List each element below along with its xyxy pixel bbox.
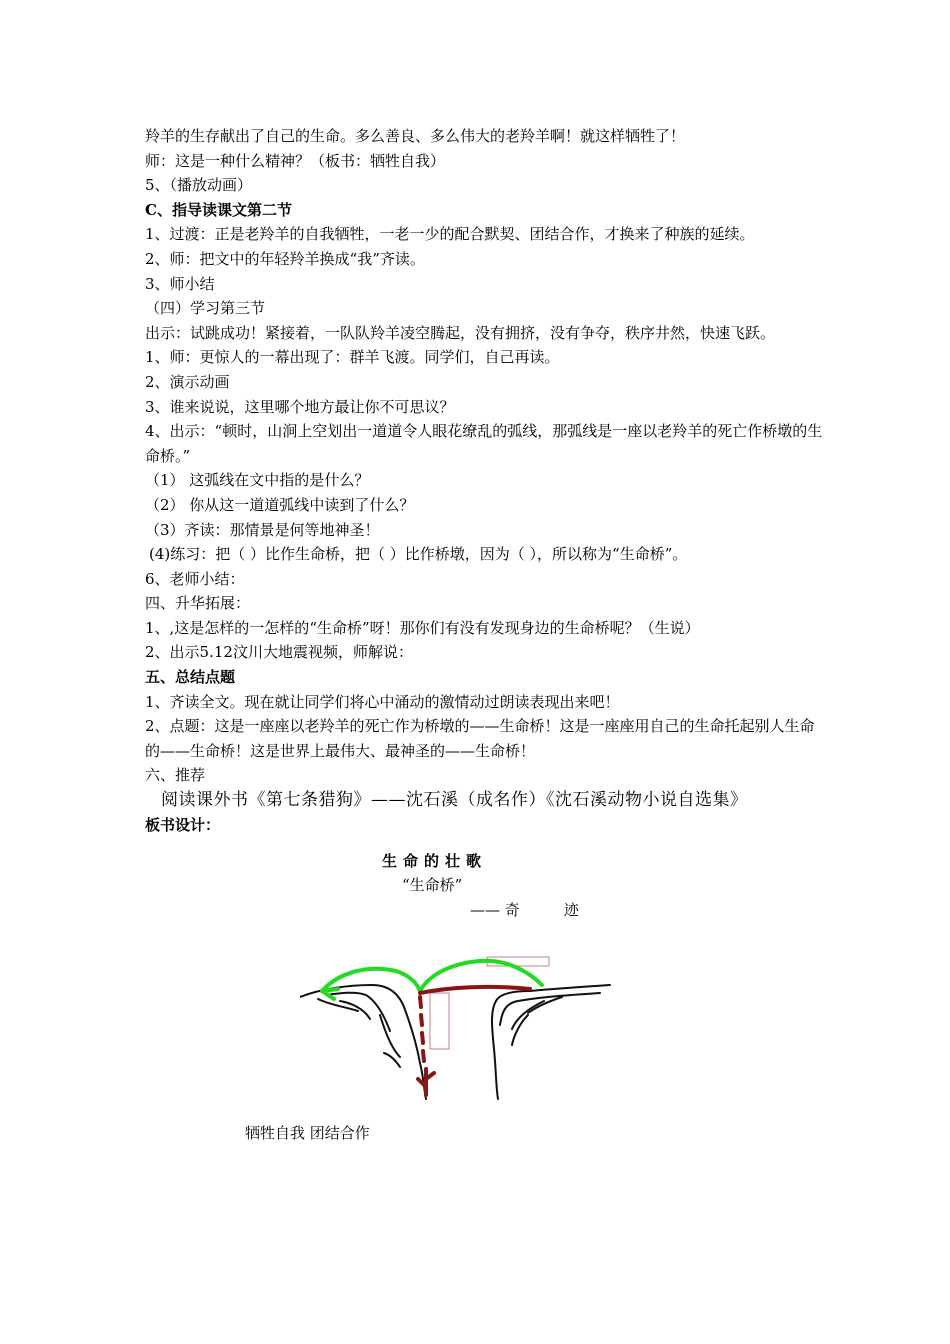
lesson-body xyxy=(145,124,825,837)
board-title: 生命的壮歌 xyxy=(382,852,488,870)
board-miracle xyxy=(470,899,579,920)
board-subtitle: “生命桥” xyxy=(402,876,463,894)
label-box-side xyxy=(430,993,449,1049)
section-heading: 六、推荐 xyxy=(145,766,206,785)
text-line: 3、谁来说说，这里哪个地方最让你不可思议？ xyxy=(145,397,455,416)
text-paragraph: 2、点题：这是一座座以老羚羊的死亡作为桥墩的——生命桥！这是一座座用自己的生命托起别人生命的——生命桥！这是世界上最伟大、最神圣的——生命桥！ xyxy=(145,717,815,760)
recommend-line: 阅读课外书《第七条猎狗》——沈石溪（成名作）《沈石溪动物小说自选集》 xyxy=(161,790,748,811)
text-line: 2、师：把文中的年轻羚羊换成“我”齐读。 xyxy=(145,249,425,268)
text-line: 5、（播放动画） xyxy=(145,176,253,195)
text-line: 1、齐读全文。现在就让同学们将心中涌动的激情动过朗读表现出来吧！ xyxy=(145,692,620,711)
right-cliff xyxy=(492,985,610,1099)
text-line: （2） 你从这一道道弧线中读到了什么？ xyxy=(145,495,415,514)
section-heading: C、指导读课文第二节 xyxy=(145,200,292,219)
text-line: 出示：试跳成功！紧接着，一队队羚羊凌空腾起，没有拥挤，没有争夺，秩序井然，快速飞跃。 xyxy=(145,323,776,342)
text-line: 1、,这是怎样的一怎样的“生命桥”呀！那你们有没有发现身边的生命桥呢？（生说） xyxy=(145,618,700,637)
text-line: （1） 这弧线在文中指的是什么？ xyxy=(145,471,370,490)
board-design-heading: 板书设计： xyxy=(145,815,221,834)
text-paragraph: 4、出示：“顿时，山涧上空划出一道道令人眼花缭乱的弧线，那弧线是一座以老羚羊的死亡作桥墩的生命桥。” xyxy=(145,422,823,465)
life-bridge-drawing xyxy=(300,945,620,1105)
text-line: 2、演示动画 xyxy=(145,372,230,391)
section-heading: （四）学习第三节 xyxy=(145,299,266,318)
text-line: 1、过渡：正是老羚羊的自我牺牲，一老一少的配合默契、团结合作，才换来了种族的延续。 xyxy=(145,225,755,244)
miracle-char-1: 奇 xyxy=(504,901,520,919)
text-line: 羚羊的生存献出了自己的生命。多么善良、多么伟大的老羚羊啊！就这样牺牲了！ xyxy=(145,127,686,145)
text-line: 6、老师小结： xyxy=(145,569,245,588)
left-cliff xyxy=(300,985,426,1099)
miracle-char-2: 迹 xyxy=(563,901,579,919)
text-line: （3）齐读：那情景是何等地神圣！ xyxy=(145,520,380,539)
section-heading: 四、升华拓展： xyxy=(145,594,251,613)
text-line: 1、师：更惊人的一幕出现了：群羊飞渡。同学们，自己再读。 xyxy=(145,348,560,367)
text-line: 2、出示5.12汶川大地震视频，师解说： xyxy=(145,643,413,662)
text-line: 3、师小结 xyxy=(145,274,215,293)
section-heading: 五、总结点题 xyxy=(145,668,236,687)
text-line: (4)练习：把（ ）比作生命桥，把（ ）比作桥墩，因为（ ），所以称为“生命桥”。 xyxy=(149,545,688,564)
text-line: 师：这是一种什么精神？（板书：牺牲自我） xyxy=(145,151,446,170)
miracle-dash: —— xyxy=(470,901,500,919)
board-bottom: 牺牲自我 团结合作 xyxy=(245,1124,370,1142)
